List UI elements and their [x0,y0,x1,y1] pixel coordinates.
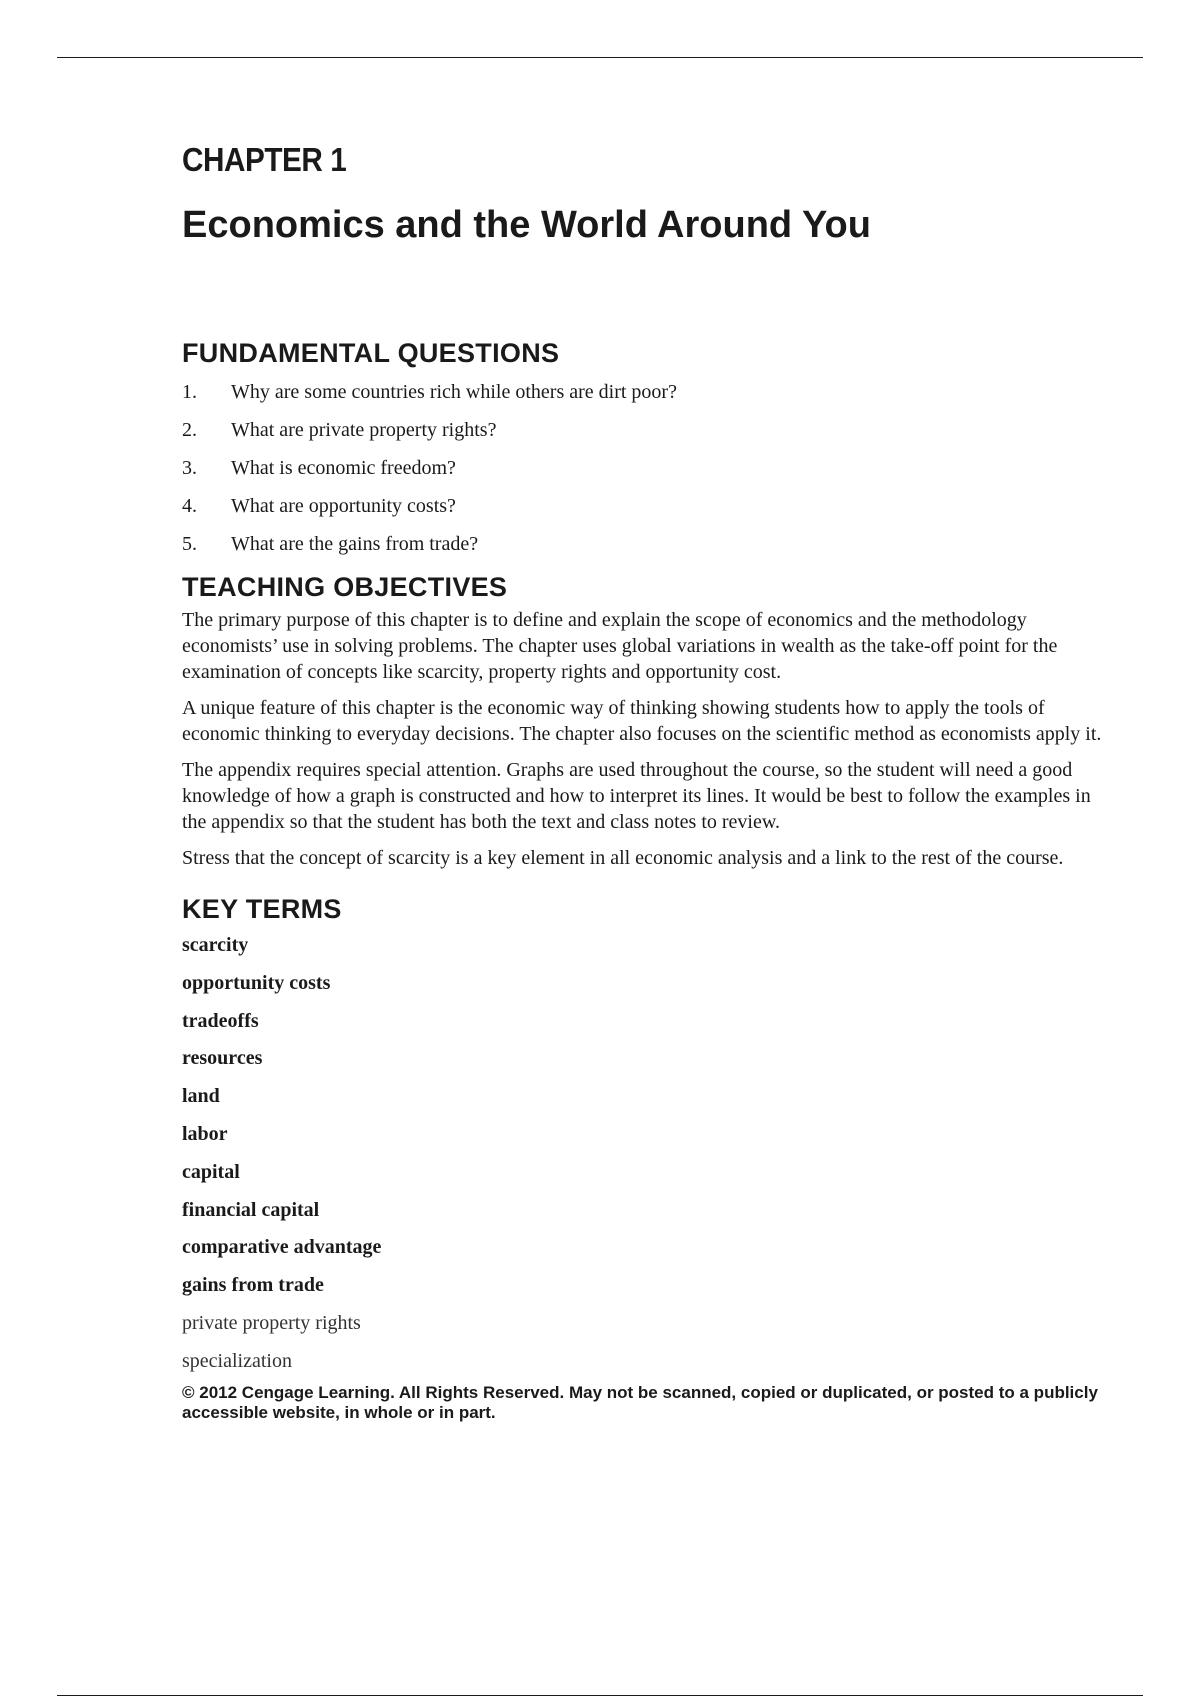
objective-paragraph: A unique feature of this chapter is the economic way of thinking showing students how to apply the tools of economic thinking to everyday decisions. The chapter also focuses on the scientific method as economists apply it. [182,697,1102,745]
question-item [182,525,1117,563]
objective-paragraph: The appendix requires special attention. Graphs are used throughout the course, so the student will need a good knowledge of how a graph is constructed and how to interpret its lines. It would be best to follow the examples in the appendix so that the student has both the text and class notes to review. [182,759,1091,833]
key-terms-heading: KEY TERMS [182,894,342,924]
question-text: What is economic freedom? [231,457,456,479]
page-content [182,140,1117,1423]
key-term: comparative advantage [182,1236,382,1259]
copyright-notice: © 2012 Cengage Learning. All Rights Reserved. May not be scanned, copied or duplicated, or posted to a publicly accessible website, in whole or in part. [182,1382,1098,1422]
top-rule [57,57,1143,58]
question-item [182,487,1117,525]
question-item [182,449,1117,487]
key-terms-list [182,927,1117,1381]
key-term: gains from trade [182,1274,324,1297]
objective-paragraph: The primary purpose of this chapter is to define and explain the scope of economics and the methodology economists’ use in solving problems. The chapter uses global variations in wealth as the take-off point for the examination of concepts like scarcity, property rights and opportunity cost. [182,609,1058,683]
key-term: specialization [182,1349,292,1372]
question-text: What are opportunity costs? [231,495,456,517]
question-item [182,373,1117,411]
chapter-title: Economics and the World Around You [182,204,871,246]
question-number: 4. [182,495,197,517]
key-terms-section [182,893,1117,1381]
key-term: financial capital [182,1198,320,1221]
question-number: 1. [182,381,197,403]
key-term: land [182,1085,220,1108]
fundamental-questions-heading: FUNDAMENTAL QUESTIONS [182,338,560,368]
question-number: 2. [182,419,197,441]
question-number: 3. [182,457,197,479]
key-term: private property rights [182,1311,361,1334]
key-term: capital [182,1160,240,1183]
teaching-objectives-section [182,571,1117,871]
question-text: What are private property rights? [231,419,497,441]
key-term: scarcity [182,934,249,956]
question-text: Why are some countries rich while others are dirt poor? [231,381,677,403]
key-term: resources [182,1047,263,1070]
bottom-rule [57,1695,1143,1696]
teaching-objectives-heading: TEACHING OBJECTIVES [182,572,508,602]
key-term: tradeoffs [182,1009,259,1032]
key-term: labor [182,1122,228,1145]
question-number: 5. [182,533,197,555]
question-item [182,411,1117,449]
chapter-label: CHAPTER 1 [182,141,347,178]
fundamental-questions-list [182,373,1117,563]
fundamental-questions-section [182,337,1117,563]
question-text: What are the gains from trade? [231,533,479,555]
objective-paragraph: Stress that the concept of scarcity is a key element in all economic analysis and a link to the rest of the course. [182,847,1064,869]
key-term: opportunity costs [182,971,331,994]
